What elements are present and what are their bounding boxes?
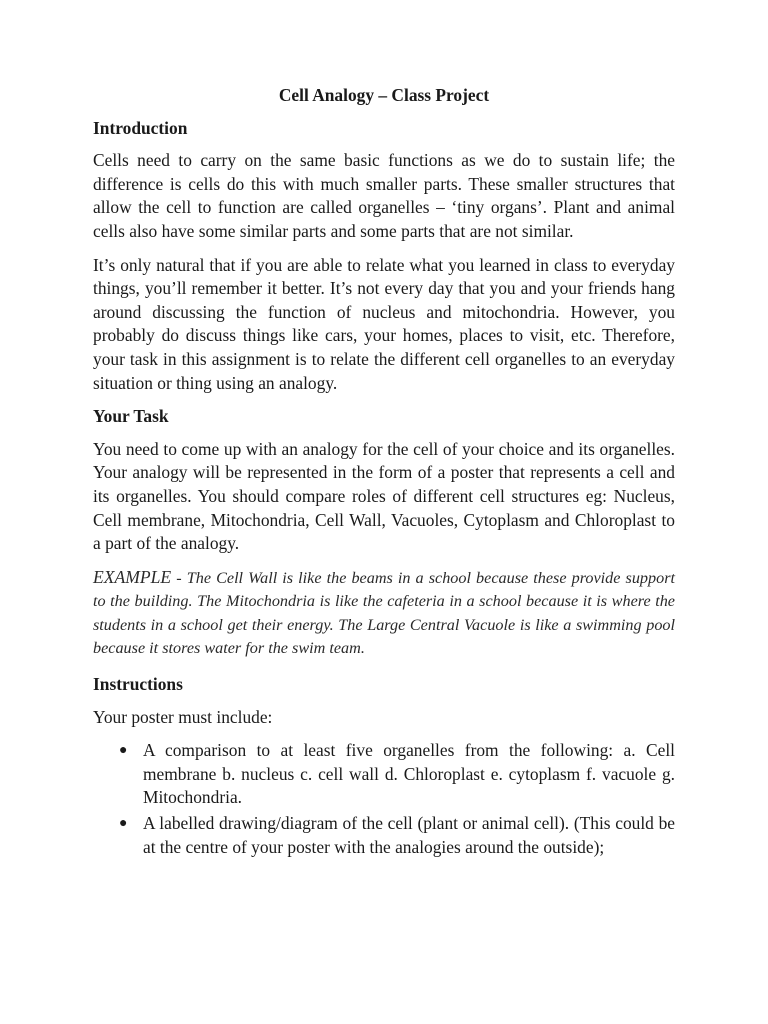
list-item-text: A labelled drawing/diagram of the cell (plant or animal cell). (This could be at the centre of your poster with the analogies around the outside); [143,813,675,857]
instructions-intro: Your poster must include: [93,706,273,727]
instructions-heading: Instructions [93,674,183,695]
list-item [119,739,675,810]
your-task-heading: Your Task [93,406,169,427]
example-text: - The Cell Wall is like the beams in a school because these provide support to the building. The Mitochondria is like the cafeteria in a school because it is where the students in a school get their energy. The Large Central Vacuole is like a swimming pool because it stores water for the swim team. [93,568,675,658]
example-paragraph [93,566,675,661]
your-task-paragraph: You need to come up with an analogy for the cell of your choice and its organelles. Your analogy will be represented in the form of a poster that represents a cell and its organelles. You should compare roles of different cell structures eg: Nucleus, Cell membrane, Mitochondria, Cell Wall, Vacuoles, Cytoplasm and Chloroplast to a part of the analogy. [93,438,675,554]
list-item-text: A comparison to at least five organelles from the following: a. Cell membrane b. nucleus c. cell wall d. Chloroplast e. cytoplasm f. vacuole g. Mitochondria. [143,740,675,808]
document-title: Cell Analogy – Class Project [278,85,490,105]
introduction-paragraph-1: Cells need to carry on the same basic functions as we do to sustain life; the difference is cells do this with much smaller parts. These smaller structures that allow the cell to function are called organelles – ‘tiny organs’. Plant and animal cells also have some similar parts and some parts that are not similar. [93,150,675,241]
example-lead: EXAMPLE [93,566,172,587]
list-item [119,812,675,859]
introduction-paragraph-2: It’s only natural that if you are able to relate what you learned in class to everyday things, you’ll remember it better. It’s not every day that you and your friends hang around discussing the function of nucleus and mitochondria. However, you probably do discuss things like cars, your homes, places to visit, etc. Therefore, your task in this assignment is to relate the different cell organelles to an everyday situation or thing using an analogy. [93,254,675,393]
introduction-heading: Introduction [93,117,188,138]
bullet-icon: ● [119,743,128,759]
instructions-list [93,739,675,859]
bullet-icon: ● [119,816,128,832]
